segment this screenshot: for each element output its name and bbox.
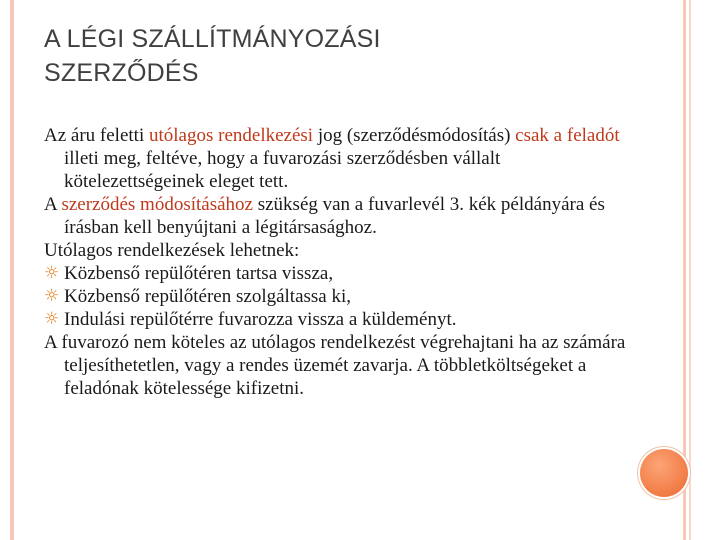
text: Az áru feletti [44,125,149,146]
paragraph-4: A fuvarozó nem köteles az utólagos rendelkezést végrehajtani ha az számára teljesíthetetlen, vagy a rendes üzemét zavarja. A többletköltségeket a feladónak kötelessége kifizetni. [44,332,626,399]
bullet-item [44,262,644,285]
text: A [44,194,62,215]
paragraph-3: Utólagos rendelkezések lehetnek: [44,240,300,261]
slide-title [44,22,644,90]
highlight-text: szerződés módosításához [61,194,253,215]
highlight-text: csak a feladót [515,125,620,146]
title-line-2: SZERZŐDÉS [44,59,199,87]
sun-bullet-icon: ☼ [44,263,60,283]
sun-bullet-icon: ☼ [44,286,60,306]
decorative-circle [640,449,688,497]
highlight-text: utólagos rendelkezési [148,125,314,146]
bullet-text: Közbenső repülőtéren tartsa vissza, [64,263,334,284]
sun-bullet-icon: ☼ [44,309,60,329]
paragraph-1 [44,124,644,193]
text: illeti meg, feltéve, hogy a fuvarozási szerződésben vállalt kötelezettségeinek eleget tett. [64,148,501,192]
bullet-item [44,308,644,331]
paragraph-2 [44,193,644,239]
text: szükség van a fuvarlevél 3. kék példányára és írásban kell benyújtani a légitársasághoz. [64,194,605,238]
bullet-text: Indulási repülőtérre fuvarozza vissza a küldeményt. [64,309,457,330]
slide-body [44,124,644,400]
bullet-text: Közbenső repülőtéren szolgáltassa ki, [64,286,352,307]
text: jog (szerződésmódosítás) [313,125,516,146]
frame-left-border [10,0,14,540]
bullet-item [44,285,644,308]
frame-right-border-inner [689,0,691,540]
title-line-1: A LÉGI SZÁLLÍTMÁNYOZÁSI [44,25,381,53]
